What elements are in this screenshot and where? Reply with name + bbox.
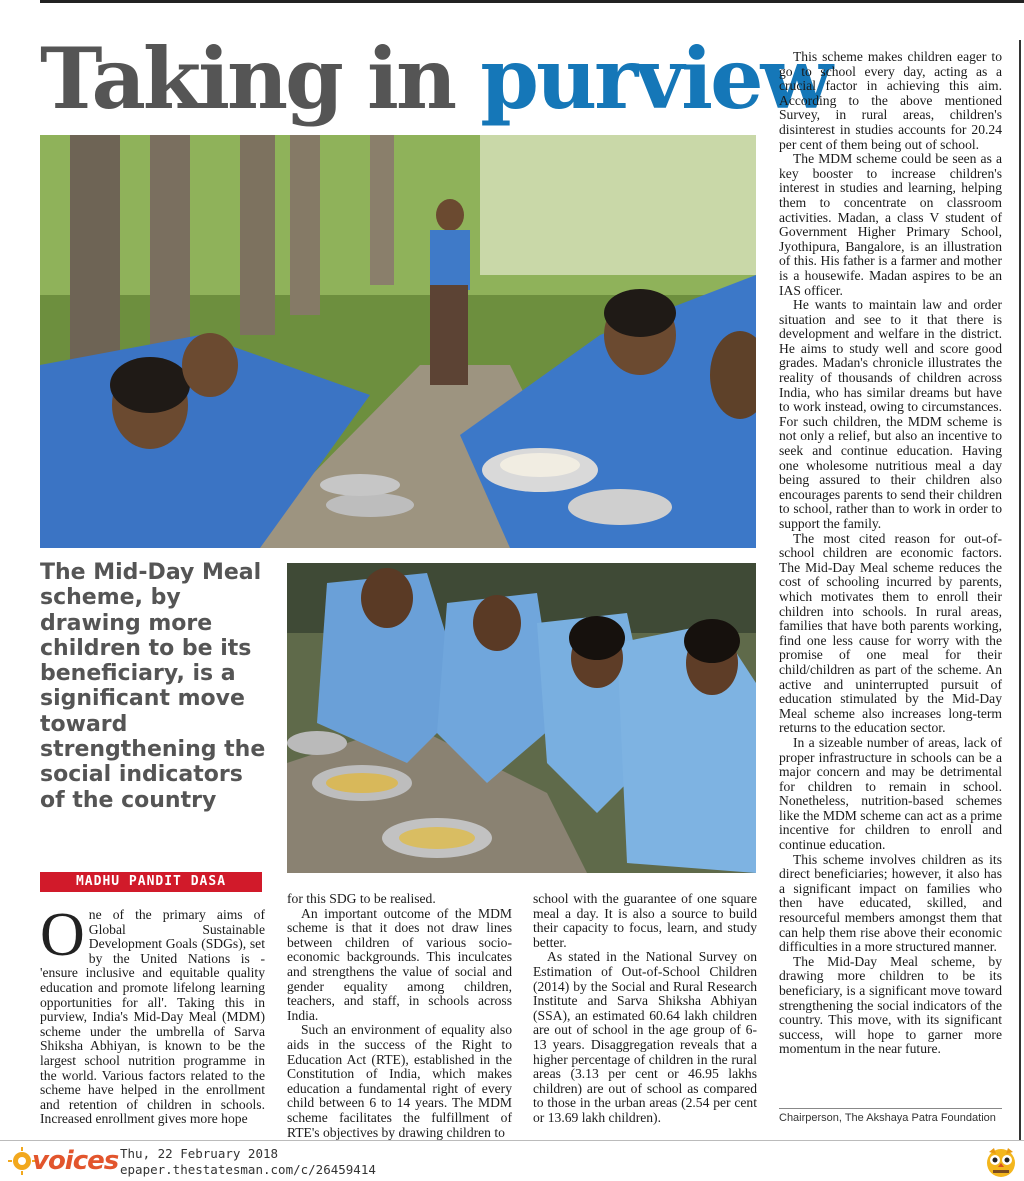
epaper-url[interactable]: epaper.thestatesman.com/c/26459414 xyxy=(120,1162,376,1177)
paragraph: school with the guarantee of one square meal a day. It is also a source to build their capacity to focus, learn, and study better. xyxy=(533,891,757,950)
owl-mascot-icon xyxy=(984,1144,1018,1178)
drop-cap: O xyxy=(40,901,85,969)
article-column-3 xyxy=(533,892,757,1126)
paragraph: The Mid-Day Meal scheme, by drawing more children to be its beneficiary, is a significant move toward strengthening the social indicators of the country. This move, with its significant success, will hope to garner more momentum in the near future. xyxy=(779,953,1002,1057)
top-rule xyxy=(40,0,1024,3)
article-column-2 xyxy=(287,892,512,1140)
paragraph: This scheme makes children eager to go to school every day, acting as a crucial factor in achieving this aim. According to the above mentioned Survey, in rural areas, children's disinterest in studies accounts for 20.24 per cent of them being out of school. xyxy=(779,49,1002,152)
paragraph xyxy=(40,901,265,1127)
paragraph: for this SDG to be realised. xyxy=(287,891,436,906)
paragraph: As stated in the National Survey on Estimation of Out-of-School Children (2014) by the Social and Rural Research Institute and Sarva Shiksha Abhiyan (SSA), an estimated 60.64 lakh children are out of school in the age group of 6-13 years. Disaggregation reveals that a higher percentage of children in the rural areas (3.13 per cent or 46.95 lakhs children) are out of school as compared to those in the urban areas (2.54 per cent or 13.69 lakh children). xyxy=(533,949,757,1125)
edition-date: Thu, 22 February 2018 xyxy=(120,1146,279,1161)
photo-girls-eating-meal xyxy=(287,563,756,873)
footer-rule xyxy=(0,1140,1024,1141)
paragraph: Such an environment of equality also aids in the success of the Right to Education Act (RTE), established in the Constitution of India, which makes education a fundamental right of every child between 6 to 14 years. The MDM scheme facilitates the fulfillment of RTE's objectives by drawing children to xyxy=(287,1022,512,1140)
paragraph: This scheme involves children as its direct beneficiaries; however, it also has a significant impact on families who then have educated, skilled, and resourceful members amongst them that can help them rise above their economic difficulties in a more structured manner. xyxy=(779,851,1002,955)
headline xyxy=(40,29,830,128)
headline-word-1: Taking in xyxy=(40,29,455,128)
paragraph-text: ne of the primary aims of Global Sustainable Development Goals (SDGs), set by the United Nations is - 'ensure inclusive and equitable quality education and promote lifelong learning opportunities for all'. Taking this in purview, India's Mid-Day Meal (MDM) scheme under the umbrella of Sarva Shiksha Abhiyan, is known to be the largest school nutrition programme in the world. Various factors related to the scheme have helped in the enrollment and retention of children in schools. Increased enrollment gives more hope xyxy=(40,907,265,1127)
byline: MADHU PANDIT DASA xyxy=(40,872,262,892)
photo-boys-eating-meal xyxy=(40,135,756,548)
author-credit: Chairperson, The Akshaya Patra Foundation xyxy=(779,1108,1002,1124)
pull-quote: The Mid-Day Meal scheme, by drawing more children to be its beneficiary, is a significant move toward strengthening the social indicators of the country xyxy=(40,560,266,813)
paragraph: The most cited reason for out-of-school children are economic factors. The Mid-Day Meal scheme reduces the cost of schooling incurred by parents, which motivates them to enroll their children into schools. In rural areas, families that have both parents working, find one less cause for worry with the promise of one meal for their child/children as part of the scheme. An active and uninterrupted pursuit of education stimulated by the Mid-Day Meal scheme also increases long-term returns to the education sector. xyxy=(779,530,1002,736)
article-column-4 xyxy=(779,50,1002,1057)
paragraph: He wants to maintain law and order situation and see to it that there is development and welfare in the district. He aims to study well and score good grades. Madan's chronicle illustrates the reality of thousands of children across India, who has similar dreams but have to work instead, owing to circumstances. For such children, the MDM scheme is not only a relief, but also an incentive to seek and continue education. Having one wholesome nutritious meal a day being assured to their children also encourages parents to send their children to school, rather than to work in order to support the family. xyxy=(779,297,1002,531)
right-rule xyxy=(1019,40,1021,1140)
article-column-1 xyxy=(40,901,265,1127)
paragraph: An important outcome of the MDM scheme is that it does not draw lines between children of various socio-economic backgrounds. This inculcates and strengthens the value of social and gender equality among children, teachers, and staff, in schools across India. xyxy=(287,905,512,1023)
paragraph: The MDM scheme could be seen as a key booster to increase children's interest in studies and learning, helping them to concentrate on classroom activities. Madan, a class V student of Government Higher Primary School, Jyothipura, Bangalore, is an illustration of this. His father is a farmer and mother is a housewife. Madan aspires to be an IAS officer. xyxy=(779,151,1002,298)
voices-logo-text: voices xyxy=(32,1146,119,1176)
headline-word-2: purview xyxy=(480,29,830,128)
paragraph: In a sizeable number of areas, lack of proper infrastructure in schools can be a major concern and may be detrimental for children to remain in school. Nonetheless, nutrition-based schemes like the MDM scheme can act as a prime incentive for children to enroll and continue education. xyxy=(779,734,1002,853)
